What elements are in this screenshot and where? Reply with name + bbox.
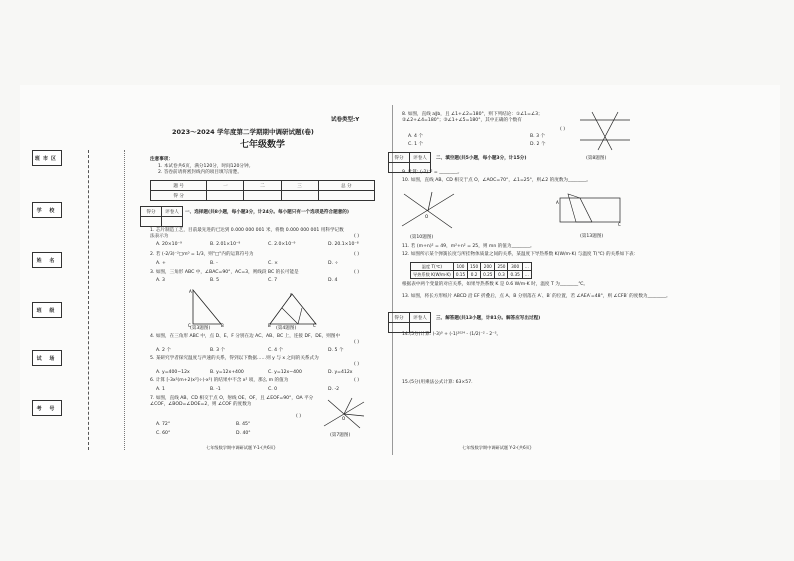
q3-option-c[interactable]: C. 7	[268, 278, 278, 283]
figure-10-caption: (第10题图)	[410, 235, 434, 240]
answer-area-14[interactable]	[402, 340, 632, 380]
svg-text:O: O	[342, 416, 346, 421]
mini-score-table-3	[388, 312, 431, 333]
svg-text:C: C	[618, 222, 621, 227]
svg-text:A: A	[556, 200, 559, 205]
score-cell[interactable]	[207, 191, 244, 201]
question-8-stem: 8. 如图，直线 a∥b，且 ∠1+∠2=180°，则下列结论：①∠1=∠3；②∠2+∠4=180°；③∠1+∠5=180°，其中正确的个数有	[402, 112, 543, 123]
q7-option-b[interactable]: B. 45°	[236, 422, 251, 427]
table-cell: 150	[468, 263, 481, 271]
q7-option-d[interactable]: D. 40°	[236, 431, 251, 436]
mini-score-cell[interactable]	[141, 217, 162, 227]
figure-10-intersecting-lines	[400, 190, 456, 234]
question-12: 12. 如图所示某个弹簧长度与所挂物体质量之间的关系，某温度下导热系数 K(W/m·K) 与温度 T(℃) 的关系如下表：	[402, 252, 639, 257]
binding-field-number: 考 号	[32, 400, 62, 416]
figure-8-caption: (第8题图)	[586, 156, 607, 161]
table-header-temp: 温度 T(℃)	[411, 263, 454, 271]
mini-score-label: 得分	[141, 207, 162, 217]
q3-option-a[interactable]: A. 3	[156, 278, 165, 283]
figure-4-triangle	[268, 292, 318, 328]
question-7-paren: ( )	[296, 414, 302, 419]
table-cell: 250	[495, 263, 508, 271]
mini-grader-cell[interactable]	[410, 323, 431, 333]
mini-grader-label: 评卷人	[162, 207, 183, 217]
q5-option-b[interactable]: B. y=12x+400	[210, 370, 244, 375]
q8-option-d[interactable]: D. 2 个	[530, 142, 546, 147]
notes-line-1: 1. 本试卷共6页，满分120分，时间120分钟。	[158, 164, 254, 169]
figure-4-caption: (第4题图)	[276, 326, 297, 331]
question-4-paren: ( )	[354, 340, 360, 345]
q7-option-c[interactable]: C. 60°	[156, 431, 171, 436]
question-1-paren: ( )	[354, 234, 360, 239]
footer-left: 七年级数学期中调研试题 Y-1-(共6页)	[206, 445, 276, 450]
q1-option-d[interactable]: D. 20.1×10⁻⁸	[328, 242, 359, 247]
q7-option-a[interactable]: A. 72°	[156, 422, 171, 427]
table-cell: 100	[453, 263, 467, 271]
question-13: 13. 如图，将长方形纸片 ABCD 沿 EF 折叠后，点 A、B 分别落在 A′、B′ 的位置，若 ∠AEA′=48°，则 ∠CFB′ 的度数为________。	[402, 294, 671, 299]
question-8-paren: ( )	[560, 127, 566, 132]
q1-option-a[interactable]: A. 20×10⁻⁹	[156, 242, 182, 247]
question-5-paren: ( )	[354, 362, 360, 367]
question-15: 15.(5分)用乘法公式计算: 63×57.	[402, 380, 473, 385]
binding-field-room: 试 场	[32, 350, 62, 366]
cut-line	[124, 150, 126, 450]
svg-text:A: A	[189, 289, 192, 294]
mini-score-cell[interactable]	[389, 323, 410, 333]
score-cell[interactable]	[244, 191, 281, 201]
figure-3-caption: (第3题图)	[190, 326, 211, 331]
binding-field-school: 学 校	[32, 202, 62, 218]
question-5-stem: 5. 某研究学者探究温度与声速的关系，得到以下数据……则 y 与 x 之间的关系式为	[150, 356, 319, 361]
table-cell: …	[522, 271, 531, 279]
question-11: 11. 若 (m+n)² = 49，m²+n² = 25，则 mn 的值为________。	[402, 244, 535, 249]
table-cell: 0.3	[495, 271, 508, 279]
q8-option-c[interactable]: C. 1 个	[408, 142, 424, 147]
question-12-followup: 根据表中两个变量的对应关系，如果导热系数 K 是 0.6 W/m·K 时，温度 T 为________℃。	[402, 282, 588, 287]
subject-title: 七年级数学	[240, 140, 286, 150]
mini-grader-label: 评卷人	[410, 313, 431, 323]
question-1-stem: 1. 芯片制造工艺，目前最先进的已达到 0.000 000 001 米，将数 0.000 000 001 用科学记数法表示为	[150, 228, 344, 239]
score-cell[interactable]	[318, 191, 374, 201]
table-cell: 0.15	[453, 271, 467, 279]
question-10: 10. 如图，直线 AB、CD 相交于点 O，∠AOC=70°，∠1=25°，则∠2 的度数为________。	[402, 178, 591, 183]
svg-text:O: O	[425, 214, 429, 219]
figure-7-caption: (第7题图)	[330, 433, 351, 438]
figure-8-parallel-lines	[578, 110, 632, 154]
q4-option-d[interactable]: D. 5 个	[328, 348, 344, 353]
q5-option-d[interactable]: D. y=412x	[328, 370, 353, 375]
q3-option-b[interactable]: B. 5	[210, 278, 219, 283]
section1-heading: 一、选择题(共8小题，每小题3分，计24分。每小题只有一个选项是符合题意的)	[185, 210, 349, 215]
q2-option-c[interactable]: C. ×	[268, 261, 278, 266]
q6-option-c[interactable]: C. 0	[268, 387, 278, 392]
table-cell: 300	[508, 263, 522, 271]
notes-line-2: 2. 答卷前请将密封线内的项目填写清楚。	[158, 170, 242, 175]
q5-option-c[interactable]: C. y=12x−400	[268, 370, 302, 375]
figure-3-triangle	[185, 288, 225, 328]
question-3-stem: 3. 如图，三角形 ABC 中，∠BAC=90°，AC=3，则线段 BC 的长可能是	[150, 270, 299, 275]
question-14: 14.(5分)计算: (-3)⁰ + (-1)²⁰²⁴ - (1/2)⁻² - 2⁻³。	[402, 332, 502, 337]
figure-13-folded-rectangle	[556, 192, 626, 232]
score-header-total: 总 分	[318, 181, 374, 191]
seal-line	[88, 150, 90, 450]
svg-text:C: C	[188, 323, 191, 328]
table-cell: …	[522, 263, 531, 271]
q1-option-b[interactable]: B. 2.01×10⁻⁹	[210, 242, 241, 247]
q6-option-b[interactable]: B. -1	[210, 387, 221, 392]
svg-text:B: B	[221, 323, 224, 328]
q8-option-a[interactable]: A. 4 个	[408, 134, 423, 139]
binding-field-class: 班 级	[32, 302, 62, 318]
question-7-stem: 7. 如图，直线 AB、CD 相交于点 O，射线 OE、OF，且 ∠EOF=90°，OA 平分∠COF，∠BOD=∠DOE=2，则 ∠COF 的度数为	[150, 396, 314, 407]
q3-option-d[interactable]: D. 4	[328, 278, 338, 283]
score-header-3: 三	[281, 181, 318, 191]
question-12-table	[410, 262, 532, 279]
mini-grader-label: 评卷人	[410, 153, 431, 163]
figure-7-lines	[322, 396, 366, 432]
section3-heading: 三、解答题(共13小题，计81分。解答应写出过程)	[436, 316, 541, 321]
q2-option-a[interactable]: A. +	[156, 261, 166, 266]
q2-option-d[interactable]: D. ÷	[328, 261, 339, 266]
q4-option-c[interactable]: C. 4 个	[268, 348, 284, 353]
question-2-paren: ( )	[354, 252, 360, 257]
q4-option-b[interactable]: B. 3 个	[210, 348, 226, 353]
q6-option-d[interactable]: D. -2	[328, 387, 340, 392]
table-cell: 0.35	[508, 271, 522, 279]
binding-field-district: 班市区	[32, 150, 62, 166]
table-cell: 0.2	[468, 271, 481, 279]
answer-area-15[interactable]	[402, 388, 632, 438]
score-label: 得 分	[151, 191, 207, 201]
question-6-stem: 6. 计算 [-3x²(m+2)x²]÷(-x²) 的结果中不含 x² 项，那么 m 的值为	[150, 378, 289, 383]
figure-13-caption: (第13题图)	[580, 234, 604, 239]
table-header-k: 导热系数 K(W/m·K)	[411, 271, 454, 279]
paper-type: 试卷类型:Y	[331, 117, 360, 123]
q1-option-c[interactable]: C. 2.0×10⁻⁹	[268, 242, 296, 247]
svg-text:C: C	[313, 323, 316, 328]
score-cell[interactable]	[281, 191, 318, 201]
notes-heading: 注意事项：	[150, 157, 173, 162]
question-2-stem: 2. 若 (-2/3)⁻²□m⁰ = 1/3，则"□"内的运算符号为	[150, 252, 254, 257]
footer-right: 七年级数学期中调研试题 Y-2-(共6页)	[462, 445, 532, 450]
question-4-stem: 4. 如图，在三角形 ABC 中，点 D、E、F 分别在边 AC、AB、BC 上，连接 DF、DE，则图中	[150, 334, 341, 339]
question-3-paren: ( )	[354, 270, 360, 275]
question-6-paren: ( )	[354, 378, 360, 383]
binding-field-name: 姓 名	[32, 252, 62, 268]
q5-option-a[interactable]: A. y=400−12x	[156, 370, 190, 375]
svg-text:F: F	[290, 293, 293, 298]
mini-score-table	[140, 206, 183, 227]
q6-option-a[interactable]: A. 1	[156, 387, 165, 392]
score-header-1: 一	[207, 181, 244, 191]
mini-score-label: 得分	[389, 153, 410, 163]
section2-heading: 二、填空题(共5小题，每小题3分，计15分)	[436, 156, 527, 161]
mini-score-label: 得分	[389, 313, 410, 323]
q4-option-a[interactable]: A. 2 个	[156, 348, 171, 353]
table-cell: 200	[481, 263, 495, 271]
exam-title: 2023～2024 学年度第二学期期中调研试题(卷)	[172, 128, 314, 136]
q2-option-b[interactable]: B. -	[210, 261, 218, 266]
mini-grader-cell[interactable]	[162, 217, 183, 227]
q8-option-b[interactable]: B. 3 个	[530, 134, 546, 139]
svg-text:B: B	[268, 323, 271, 328]
question-9: 9. 计算: (-2)⁻² = ________。	[402, 170, 463, 175]
score-header-2: 二	[244, 181, 281, 191]
score-header-item: 题 号	[151, 181, 207, 191]
table-cell: 0.25	[481, 271, 495, 279]
binding-strip	[28, 150, 140, 460]
score-table	[150, 180, 375, 201]
